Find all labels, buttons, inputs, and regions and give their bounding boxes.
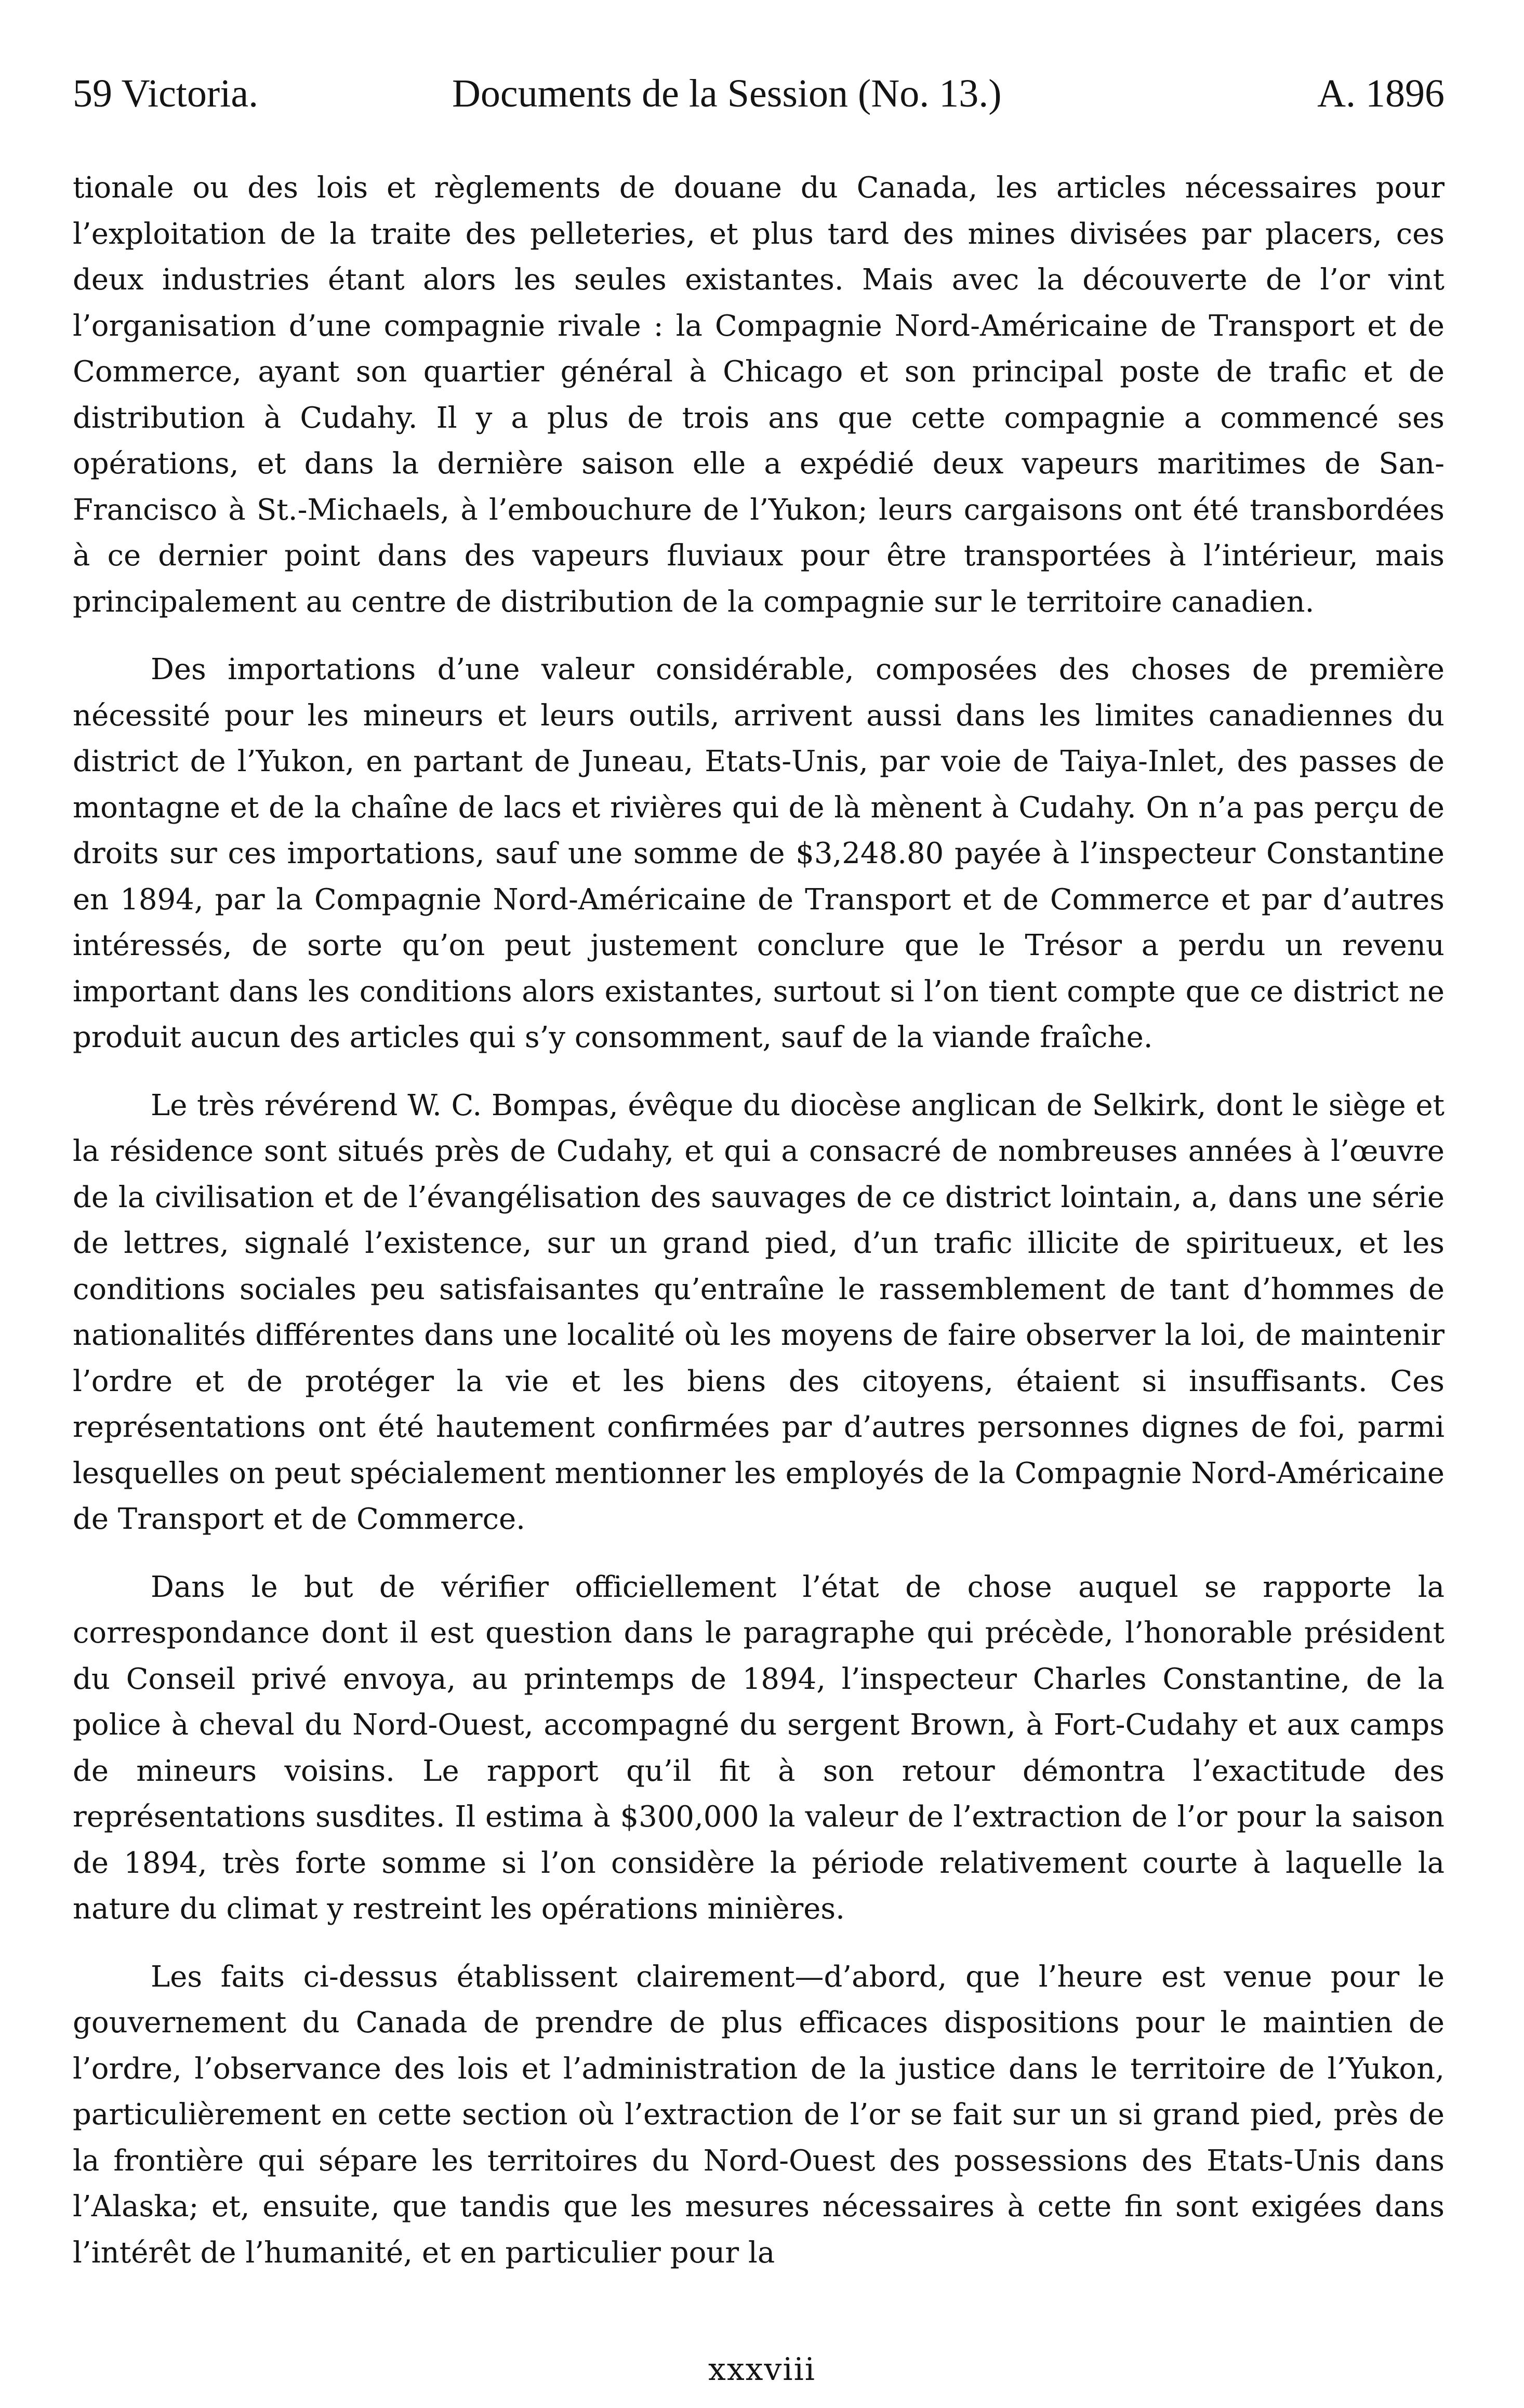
body-text	[73, 165, 1445, 2298]
paragraph-3: Le très révérend W. C. Bompas, évêque du diocèse anglican de Selkirk, dont le siège et la résidence sont situés près de Cudahy, et qui a consacré de nombreuses années à l’œuvre de la civilisation et de l’évangélisation des sauvages de ce district lointain, a, dans une série de lettres, signalé l’existence, sur un grand pied, d’un trafic illicite de spiritueux, et les conditions sociales peu satisfaisantes qu’entraîne le rassemblement de tant d’hommes de nationalités différentes dans une localité où les moyens de faire observer la loi, de maintenir l’ordre et de protéger la vie et les biens des citoyens, étaient si insuffisants. Ces représentations ont été hautement confirmées par d’autres personnes dignes de foi, parmi lesquelles on peut spécialement mentionner les employés de la Compagnie Nord-Américaine de Transport et de Commerce.	[73, 1088, 1445, 1536]
paragraph-5: Les faits ci-dessus établissent clairement—d’abord, que l’heure est venue pour le gouvernement du Canada de prendre de plus efficaces dispositions pour le maintien de l’ordre, l’observance des lois et l’administration de la justice dans le territoire de l’Yukon, particulièrement en cette section où l’extraction de l’or se fait sur un si grand pied, près de la frontière qui sépare les territoires du Nord-Ouest des possessions des Etats-Unis dans l’Alaska; et, ensuite, que tandis que les mesures nécessaires à cette fin sont exigées dans l’intérêt de l’humanité, et en particulier pour la	[73, 1960, 1445, 2270]
header-title: Documents de la Session (No. 13.)	[452, 72, 1002, 115]
paragraph-2: Des importations d’une valeur considérable, composées des choses de première nécessité pour les mineurs et leurs outils, arrivent aussi dans les limites canadiennes du district de l’Yukon, en partant de Juneau, Etats-Unis, par voie de Taiya-Inlet, des passes de montagne et de la chaîne de lacs et rivières qui de là mènent à Cudahy. On n’a pas perçu de droits sur ces importations, sauf une somme de $3,248.80 payée à l’inspecteur Constantine en 1894, par la Compagnie Nord-Américaine de Transport et de Commerce et par d’autres intéressés, de sorte qu’on peut justement conclure que le Trésor a perdu un revenu important dans les conditions alors existantes, surtout si l’on tient compte que ce district ne produit aucun des articles qui s’y consomment, sauf de la viande fraîche.	[73, 653, 1445, 1054]
paragraph-1: tionale ou des lois et règlements de douane du Canada, les articles nécessaires pour l’exploitation de la traite des pelleteries, et plus tard des mines divisées par placers, ces deux industries étant alors les seules existantes. Mais avec la découverte de l’or vint l’organisation d’une compagnie rivale : la Compagnie Nord-Américaine de Transport et de Commerce, ayant son quartier général à Chicago et son principal poste de trafic et de distribution à Cudahy. Il y a plus de trois ans que cette compagnie a commencé ses opérations, et dans la dernière saison elle a expédié deux vapeurs maritimes de San-Francisco à St.-Michaels, à l’embouchure de l’Yukon; leurs cargaisons ont été transbordées à ce dernier point dans des vapeurs fluviaux pour être transportées à l’intérieur, mais principalement au centre de distribution de la compagnie sur le territoire canadien.	[73, 171, 1445, 619]
page-number: xxxviii	[708, 2351, 816, 2388]
paragraph-4: Dans le but de vérifier officiellement l’état de chose auquel se rapporte la correspondance dont il est question dans le paragraphe qui précède, l’honorable président du Conseil privé envoya, au printemps de 1894, l’inspecteur Charles Constantine, de la police à cheval du Nord-Ouest, accompagné du sergent Brown, à Fort-Cudahy et aux camps de mineurs voisins. Le rapport qu’il fit à son retour démontra l’exactitude des représentations susdites. Il estima à $300,000 la valeur de l’extraction de l’or pour la saison de 1894, très forte somme si l’on considère la période relativement courte à laquelle la nature du climat y restreint les opérations minières.	[73, 1570, 1445, 1926]
running-header	[73, 62, 1445, 125]
header-year: A. 1896	[1317, 72, 1445, 115]
header-volume: 59 Victoria.	[73, 72, 259, 115]
